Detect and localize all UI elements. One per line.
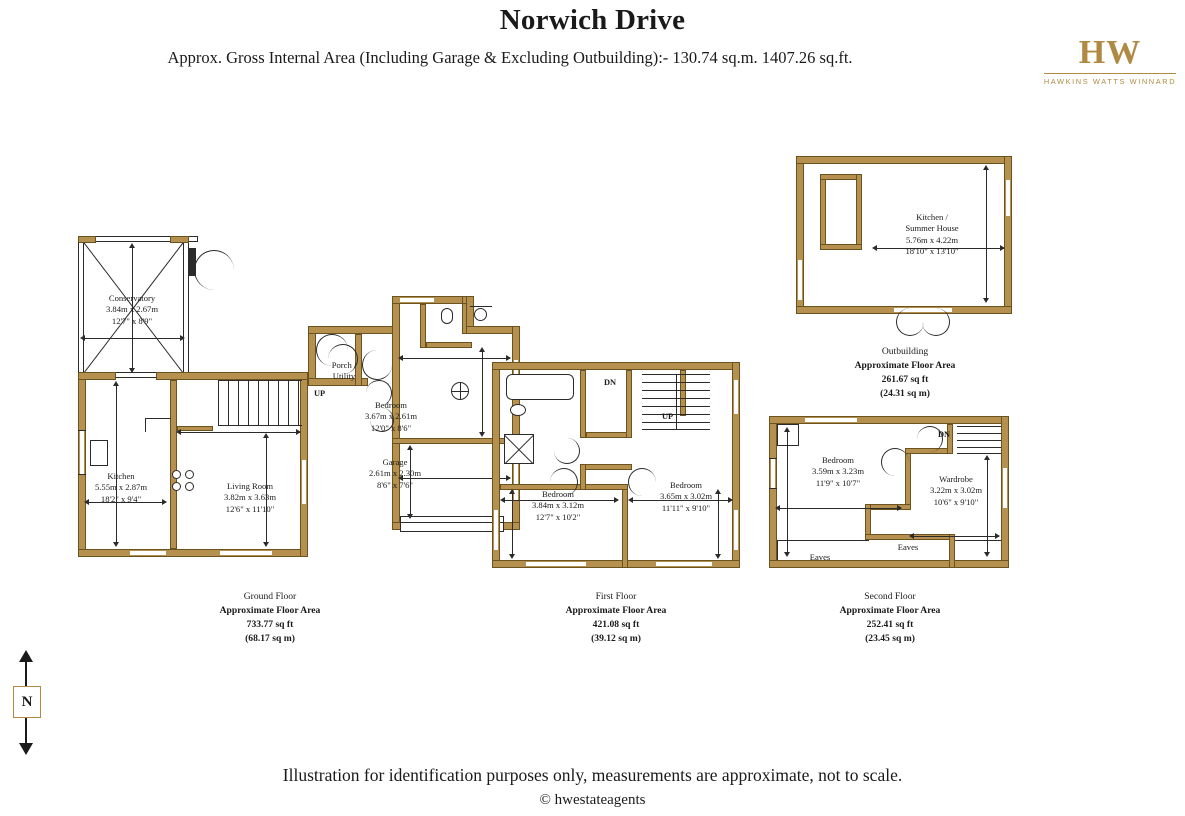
- ground-internal-wall-kitchen-living: [170, 380, 177, 549]
- first-stairs-down-tag: DN: [604, 378, 617, 387]
- room-label-wardrobe: [906, 474, 1006, 508]
- kitchen-sink-fixture: [90, 440, 108, 466]
- dim-living-arrow-down: [263, 542, 269, 547]
- first-internal-wall-bath-east: [580, 370, 586, 438]
- room-label-ground-bedroom: [330, 400, 452, 434]
- second-internal-wall-mid: [865, 504, 911, 510]
- page-title: Norwich Drive: [499, 4, 686, 36]
- room-imperial: 10'6" x 9'10": [933, 496, 979, 507]
- floor-name: Second Floor: [864, 591, 916, 602]
- dim-kitchen-arrow-down: [113, 542, 119, 547]
- annex-bathroom-wall-south: [426, 342, 472, 348]
- dim-annex-bed-vertical: [482, 352, 483, 434]
- ground-wall-south: [78, 549, 308, 557]
- room-label-garage: [340, 457, 450, 491]
- dim-living-arrow-left: [176, 429, 181, 435]
- room-metric: 3.59m x 3.23m: [811, 466, 865, 477]
- first-staircase: [642, 374, 710, 430]
- dim-second-bed-horizontal: [779, 508, 901, 509]
- first-wall-north: [492, 362, 740, 370]
- shower-hatch: [505, 435, 533, 463]
- window-kitchen-west: [80, 430, 84, 474]
- dim-living-arrow-right: [296, 429, 301, 435]
- first-bathroom-door-arc: [554, 438, 580, 464]
- floor-name: Ground Floor: [243, 591, 297, 602]
- floor-area-label: Approximate Floor Area: [839, 604, 941, 616]
- conservatory-door-arc: [194, 250, 234, 290]
- dim-living-horizontal: [180, 432, 300, 433]
- conservatory-door-leaf: [189, 248, 196, 276]
- dim-first-bed2-arrow-down: [715, 554, 721, 559]
- dim-second-wardrobe-arrow-up: [984, 455, 990, 460]
- kitchen-counter-line: [145, 418, 171, 419]
- eaves-line-left-end: [777, 540, 778, 560]
- room-metric: 3.84m x 3.12m: [531, 500, 585, 511]
- floor-area-sqm: (39.12 sq m): [591, 632, 641, 644]
- outbuilding-caption: [815, 345, 995, 401]
- second-wall-west: [769, 416, 777, 568]
- window-second-bed-west-edge2: [769, 488, 777, 489]
- dim-annex-bed-horizontal: [402, 358, 510, 359]
- brand-logo: [1040, 36, 1180, 86]
- floor-area-sqft: 733.77 sq ft: [246, 618, 294, 630]
- first-floor-caption: [526, 590, 706, 646]
- window-annex-north: [400, 298, 434, 302]
- room-imperial: 8'6" x 7'6": [377, 479, 413, 490]
- room-label-porch-utility: [318, 360, 370, 383]
- dim-living-arrow-up: [263, 433, 269, 438]
- floor-area-label: Approximate Floor Area: [219, 604, 321, 616]
- window-first-bed1-west: [494, 510, 498, 550]
- compass-north-indicator: [12, 650, 52, 755]
- ground-staircase: [218, 380, 302, 426]
- window-outbuilding-east: [1006, 180, 1010, 216]
- room-imperial: 18'2" x 9'4": [100, 493, 142, 504]
- room-name-line-1: Kitchen /: [916, 212, 948, 222]
- room-label-first-bedroom-2: [630, 480, 742, 514]
- floor-area-sqft: 252.41 sq ft: [866, 618, 914, 630]
- window-first-bed1-south: [526, 562, 586, 566]
- dim-annex-bed-arrow-down: [479, 432, 485, 437]
- room-metric: 5.76m x 4.22m: [905, 234, 959, 245]
- conservatory-frame-tick-2: [170, 236, 189, 243]
- second-stairs-down-tag: DN: [938, 430, 951, 439]
- room-metric: 3.84m x 2.67m: [105, 304, 159, 315]
- dim-conservatory-arrow-down: [129, 368, 135, 373]
- window-outbuilding-west: [798, 260, 802, 300]
- gross-area-subtitle: Approx. Gross Internal Area (Including Garage & Excluding Outbuilding):- 130.74 sq.m. 1407.26 sq.ft.: [167, 48, 853, 67]
- ground-wall-north-west: [78, 372, 116, 380]
- eaves-line-left: [777, 540, 869, 541]
- room-name: Bedroom: [670, 480, 702, 490]
- porch-line-2: Utility: [332, 371, 356, 382]
- second-internal-wall-stairwell: [947, 424, 953, 454]
- window-second-bed-west: [771, 458, 775, 488]
- floor-name: Outbuilding: [881, 346, 929, 357]
- floor-area-label: Approximate Floor Area: [854, 359, 956, 371]
- bathtub-fixture: [506, 374, 574, 400]
- dim-first-bed1-arrow-down: [509, 554, 515, 559]
- basin-counter: [470, 306, 492, 307]
- room-imperial: 12'6" x 11'10": [225, 503, 275, 514]
- dim-kitchen-arrow-up: [113, 381, 119, 386]
- ground-stairs-up-tag: UP: [314, 389, 326, 398]
- wc-fixture: [510, 404, 526, 416]
- dim-garage-arrow-down: [407, 514, 413, 519]
- room-label-conservatory: [72, 293, 192, 327]
- outbuilding-partition-bottom: [820, 244, 862, 250]
- dim-second-wardrobe-arrow-right: [995, 533, 1000, 539]
- eaves-line-right: [955, 540, 1001, 541]
- first-stairs-up-tag: UP: [662, 412, 674, 421]
- wc-fixture: [441, 308, 453, 324]
- room-metric: 3.22m x 3.02m: [929, 485, 983, 496]
- ground-internal-wall-stub: [177, 426, 213, 431]
- ground-floor-caption: [180, 590, 360, 646]
- room-imperial: 12'7" x 8'9": [111, 315, 153, 326]
- outbuilding-partition-vertical: [820, 174, 826, 248]
- dim-second-wardrobe-arrow-down: [984, 552, 990, 557]
- first-internal-wall-hall: [580, 464, 586, 490]
- dim-second-bed-arrow-left: [775, 505, 780, 511]
- room-name-line-2: Summer House: [905, 223, 959, 234]
- room-name: Conservatory: [108, 293, 156, 303]
- dim-outbuilding-arrow-up: [983, 165, 989, 170]
- first-internal-wall-landing-south: [580, 464, 632, 470]
- floor-area-sqft: 261.67 sq ft: [881, 373, 929, 385]
- dim-conservatory-arrow-up: [129, 243, 135, 248]
- kitchen-hob-ring-3: [185, 470, 194, 479]
- window-first-bed2-south: [656, 562, 712, 566]
- room-metric: 2.61m x 2.30m: [368, 468, 422, 479]
- logo-wordmark: HAWKINS WATTS WINNARD: [1043, 77, 1177, 86]
- room-metric: 3.65m x 3.02m: [659, 491, 713, 502]
- room-name: Garage: [382, 457, 408, 467]
- window-living-south: [220, 551, 272, 555]
- room-label-kitchen: [68, 471, 174, 505]
- dim-second-wardrobe-arrow-left: [909, 533, 914, 539]
- garage-door-panel: [400, 522, 504, 532]
- compass-arrow-down-icon: [19, 743, 33, 755]
- conservatory-frame-tick-1: [78, 236, 96, 243]
- floor-area-sqm: (68.17 sq m): [245, 632, 295, 644]
- dim-conservatory-arrow-left: [80, 335, 85, 341]
- dim-first-bed1-arrow-right: [614, 497, 619, 503]
- dim-second-bed-arrow-down: [784, 552, 790, 557]
- room-name: Bedroom: [542, 489, 574, 499]
- window-first-landing-east: [734, 380, 738, 414]
- floor-area-sqm: (23.45 sq m): [865, 632, 915, 644]
- outbuilding-partition-vertical-2: [856, 174, 862, 248]
- outbuilding-door-arc-left: [896, 308, 924, 336]
- room-imperial: 18'10" x 13'10": [905, 246, 959, 257]
- outbuilding-wall-north: [796, 156, 1012, 164]
- room-name: Kitchen: [107, 471, 135, 481]
- dim-outbuilding-arrow-right: [1000, 245, 1005, 251]
- room-name: Bedroom: [375, 400, 407, 410]
- room-metric: 3.82m x 3.63m: [223, 492, 277, 503]
- first-floor-plan: [490, 360, 750, 575]
- window-first-bed2-east: [734, 510, 738, 550]
- second-staircase: [957, 426, 1001, 454]
- room-label-living-room: [188, 481, 312, 515]
- copyright-text: © hwestateagents: [539, 792, 646, 808]
- room-imperial: 11'11" x 9'10": [661, 502, 711, 513]
- room-imperial: 12'0" x 8'6": [370, 422, 412, 433]
- ground-wall-north-kitchen: [156, 372, 308, 380]
- floor-area-sqm: (24.31 sq m): [880, 387, 930, 399]
- room-metric: 3.67m x 2.61m: [364, 411, 418, 422]
- dim-garage-arrow-up: [407, 445, 413, 450]
- room-label-outbuilding-kitchen: [872, 212, 992, 258]
- second-floor-caption: [800, 590, 980, 646]
- dim-conservatory-horizontal: [84, 338, 184, 339]
- eaves-label-left: Eaves: [809, 552, 831, 562]
- outbuilding-door-arc-right: [922, 308, 950, 336]
- room-name: Wardrobe: [939, 474, 973, 484]
- room-name: Living Room: [226, 481, 274, 491]
- room-name: Bedroom: [822, 455, 854, 465]
- disclaimer-text: Illustration for identification purposes only, measurements are approximate, not to scale.: [282, 765, 903, 785]
- room-imperial: 11'9" x 10'7": [815, 477, 861, 488]
- window-kitchen-south: [130, 551, 166, 555]
- dim-kitchen-vertical: [116, 386, 117, 544]
- window-kitchen-west-edge1: [78, 430, 86, 431]
- room-label-first-bedroom-1: [502, 489, 614, 523]
- porch-wall-west: [308, 326, 316, 386]
- first-internal-wall-landing-east: [626, 370, 632, 438]
- dim-conservatory-arrow-right: [180, 335, 185, 341]
- dim-second-bed-vertical: [787, 432, 788, 554]
- dim-annex-bed-arrow-up: [479, 347, 485, 352]
- logo-divider: [1044, 73, 1176, 74]
- floor-name: First Floor: [595, 591, 637, 602]
- bedroom-light-cross-2: [460, 382, 461, 400]
- kitchen-counter-line-2: [145, 418, 146, 432]
- basin-fixture: [474, 308, 487, 321]
- dim-second-bed-arrow-right: [897, 505, 902, 511]
- dim-second-bed-arrow-up: [784, 427, 790, 432]
- compass-north-label: N: [13, 686, 41, 718]
- room-metric: 5.55m x 2.87m: [94, 482, 148, 493]
- dim-outbuilding-arrow-down: [983, 298, 989, 303]
- window-second-bed-west-edge1: [769, 458, 777, 459]
- porch-wall-north: [308, 326, 400, 334]
- window-second-bed-north: [805, 418, 857, 422]
- dim-annex-bed-arrow-left: [398, 355, 403, 361]
- eaves-label-right: Eaves: [897, 542, 919, 552]
- logo-monogram: HW: [1078, 34, 1142, 71]
- room-imperial: 12'7" x 10'2": [535, 511, 581, 522]
- porch-line-1: Porch /: [331, 360, 357, 370]
- room-label-second-bedroom: [790, 455, 886, 489]
- floor-area-sqft: 421.08 sq ft: [592, 618, 640, 630]
- floor-area-label: Approximate Floor Area: [565, 604, 667, 616]
